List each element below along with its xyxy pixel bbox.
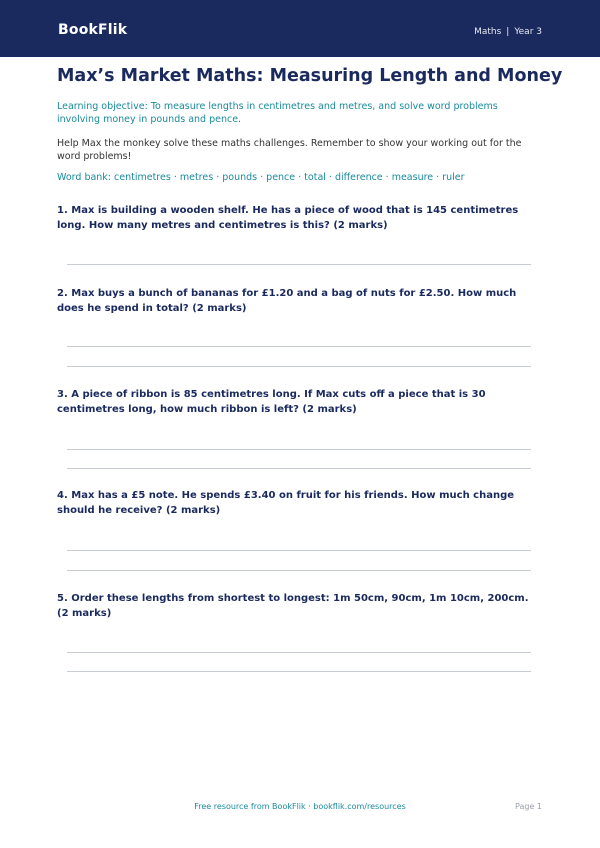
page-header (0, 0, 600, 57)
header-separator: | (506, 27, 510, 37)
answer-line[interactable] (67, 671, 531, 672)
answer-line[interactable] (67, 449, 531, 450)
question-5: 5. Order these lengths from shortest to longest: 1m 50cm, 90cm, 1m 10cm, 200cm. (2 marks) (57, 593, 529, 619)
header-meta (474, 27, 542, 37)
learning-objective: Learning objective: To measure lengths in centimetres and metres, and solve word problems involving money in pounds and pence. (57, 101, 498, 125)
answer-line[interactable] (67, 468, 531, 469)
answer-line[interactable] (67, 264, 531, 265)
question-3: 3. A piece of ribbon is 85 centimetres long. If Max cuts off a piece that is 30 centimetres long, how much ribbon is left? (2 marks) (57, 389, 486, 415)
year-label: Year 3 (514, 27, 542, 37)
answer-line[interactable] (67, 570, 531, 571)
answer-line[interactable] (67, 550, 531, 551)
answer-line[interactable] (67, 652, 531, 653)
brand-logo: BookFlik (58, 22, 128, 38)
question-4: 4. Max has a £5 note. He spends £3.40 on fruit for his friends. How much change should he receive? (2 marks) (57, 490, 515, 516)
answer-line[interactable] (67, 346, 531, 347)
worksheet-title: Max’s Market Maths: Measuring Length and Money (57, 66, 563, 86)
page-number: Page 1 (515, 802, 542, 811)
question-2: 2. Max buys a bunch of bananas for £1.20 and a bag of nuts for £2.50. How much does he spend in total? (2 marks) (57, 288, 517, 314)
answer-line[interactable] (67, 366, 531, 367)
subject-label: Maths (474, 27, 502, 37)
word-bank: Word bank: centimetres · metres · pounds · pence · total · difference · measure · ruler (57, 172, 465, 183)
question-1: 1. Max is building a wooden shelf. He has a piece of wood that is 145 centimetres long. How many metres and centimetres is this? (2 marks) (57, 205, 519, 231)
footer-credit: Free resource from BookFlik · bookflik.com/resources (194, 802, 406, 811)
intro-text: Help Max the monkey solve these maths challenges. Remember to show your working out for the word problems! (57, 138, 522, 162)
